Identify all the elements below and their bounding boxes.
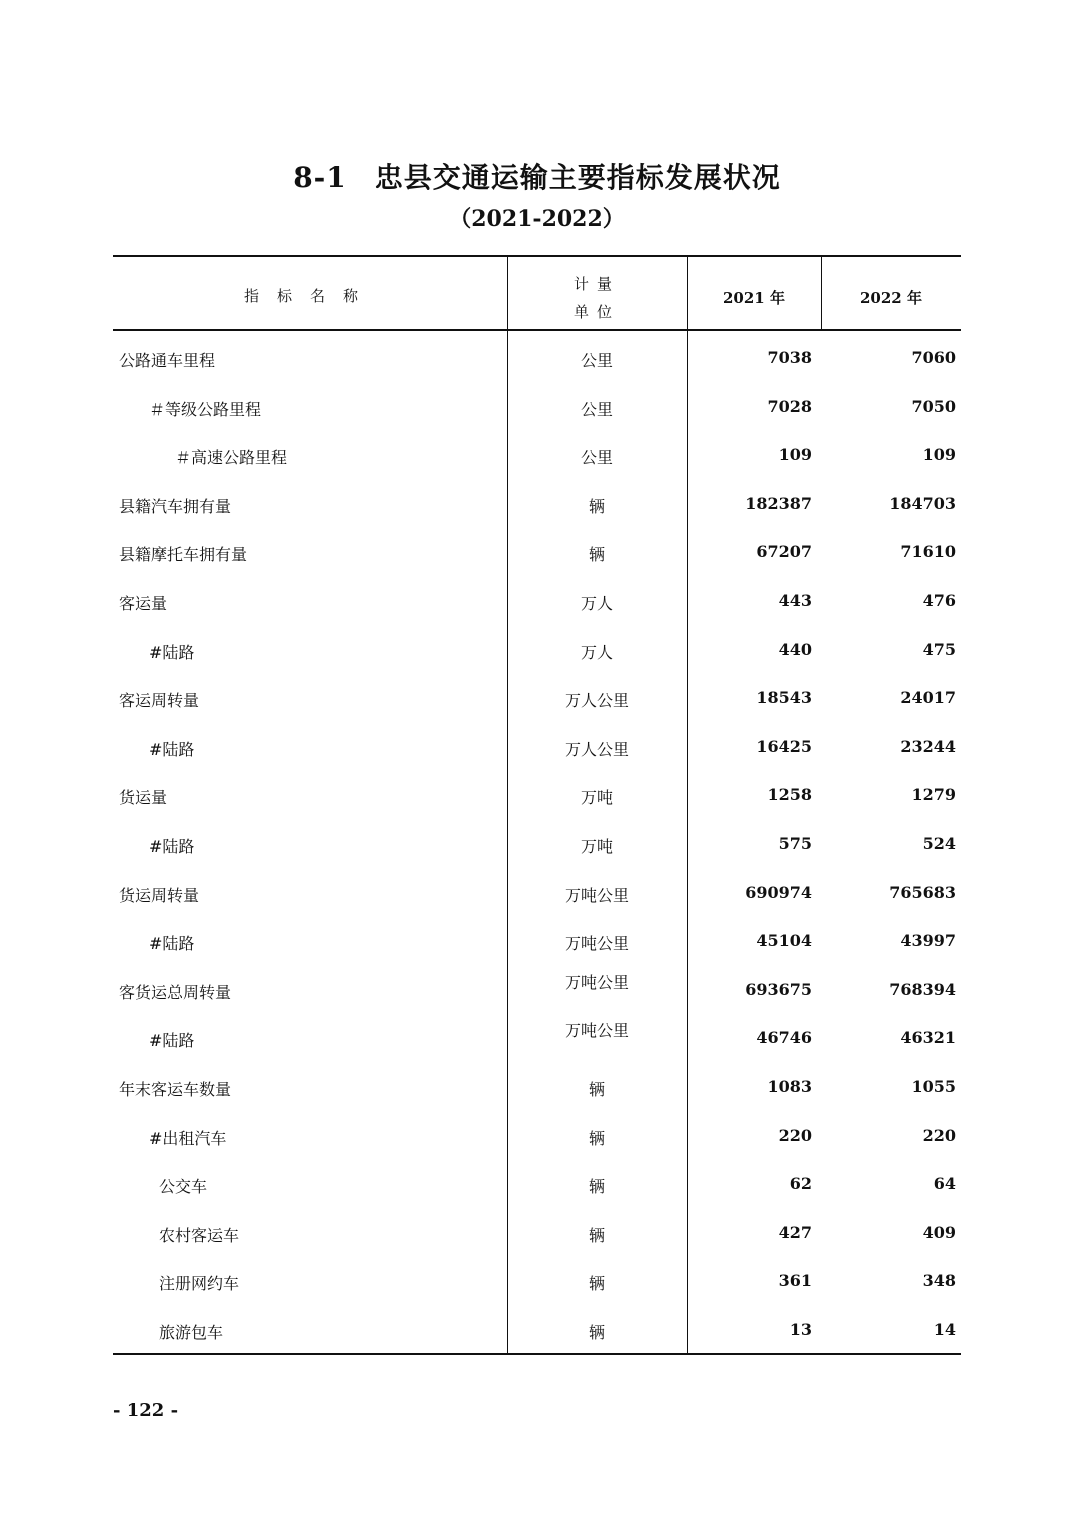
header-separator [113,329,961,331]
header-unit-line2: 单位 [573,303,620,321]
value-2021: 427 [778,1222,812,1242]
table-body [113,332,961,1352]
value-2021: 182387 [745,493,812,513]
value-2021: 220 [778,1125,812,1145]
value-2022: 475 [922,639,956,659]
indicator-name: #出租汽车 [149,1128,227,1148]
value-2022: 768394 [889,979,956,999]
indicator-name: 货运周转量 [119,885,200,905]
value-2022: 1055 [911,1076,956,1096]
unit: 辆 [588,1225,605,1245]
unit: 万人 [580,593,613,613]
value-2022: 7060 [911,348,956,367]
table-row [113,526,961,575]
indicator-name: #陆路 [149,836,195,856]
value-2021: 693675 [745,979,812,999]
value-2021: 440 [778,639,812,659]
table-row [113,964,961,1013]
unit: 万吨公里 [564,1021,629,1041]
indicator-name: 县籍汽车拥有量 [119,496,232,516]
table-row [113,332,961,381]
value-2022: 220 [922,1125,956,1145]
value-2022: 14 [933,1319,956,1339]
value-2022: 184703 [889,493,956,513]
value-2021: 16425 [756,736,812,756]
year-range-subtitle: （2021-2022） [449,206,625,232]
unit: 万人 [580,642,613,662]
value-2022: 1279 [911,785,956,805]
indicator-name: 客货运总周转量 [119,982,232,1002]
value-2021: 67207 [756,542,812,562]
unit: 辆 [588,1177,605,1197]
table-row [113,1061,961,1110]
table-row [113,478,961,527]
indicator-name: #陆路 [149,1031,195,1051]
header-unit-line1: 计量 [573,275,620,293]
unit: 公里 [580,399,613,419]
unit: 辆 [588,545,605,565]
value-2022: 348 [922,1271,956,1291]
value-2021: 46746 [756,1028,812,1048]
value-2021: 7028 [767,396,812,416]
statistics-table [113,255,961,1355]
value-2022: 765683 [889,882,956,902]
value-2022: 109 [922,445,956,465]
table-number: 8-1 [293,161,347,194]
indicator-name: 年末客运车数量 [119,1079,232,1099]
value-2022: 71610 [900,542,956,562]
table-title-text: 忠县交通运输主要指标发展状况 [374,161,781,194]
value-2021: 690974 [745,882,812,902]
value-2021: 1258 [767,785,812,805]
value-2022: 46321 [900,1028,956,1048]
indicator-name: ＃等级公路里程 [149,399,262,419]
unit: 辆 [588,1128,605,1148]
table-row [113,1110,961,1159]
table-row [113,867,961,916]
value-2021: 575 [778,833,812,853]
value-2022: 43997 [900,931,956,951]
value-2021: 361 [778,1271,812,1291]
value-2021: 443 [778,590,812,610]
value-2021: 1083 [767,1076,812,1096]
indicator-name: ＃高速公路里程 [175,448,288,468]
table-row [113,1304,961,1353]
value-2022: 7050 [911,396,956,416]
indicator-name: 旅游包车 [159,1322,224,1342]
value-2021: 18543 [756,688,812,708]
indicator-name: #陆路 [149,642,195,662]
table-row [113,429,961,478]
unit: 万人公里 [564,691,629,711]
indicator-name: 客运周转量 [119,691,200,711]
table-row [113,915,961,964]
header-year-2021: 2021 年 [723,289,785,307]
value-2021: 45104 [756,931,812,951]
page-title [0,156,1074,196]
table-row [113,818,961,867]
unit: 万吨 [580,836,613,856]
indicator-name: 公路通车里程 [119,351,216,370]
unit: 辆 [588,1274,605,1294]
value-2022: 476 [922,590,956,610]
unit: 万人公里 [564,739,629,759]
value-2022: 23244 [900,736,956,756]
indicator-name: 农村客运车 [159,1225,240,1245]
table-row [113,769,961,818]
table-row [113,624,961,673]
indicator-name: 货运量 [119,788,168,808]
value-2021: 13 [789,1319,812,1339]
value-2022: 409 [922,1222,956,1242]
table-row [113,1255,961,1304]
value-2022: 64 [933,1174,956,1194]
unit: 公里 [580,448,613,468]
header-year-2022: 2022 年 [860,289,922,307]
unit: 万吨 [580,788,613,808]
unit: 辆 [588,1079,605,1099]
value-2021: 62 [789,1174,812,1194]
table-row [113,1207,961,1256]
table-row [113,672,961,721]
table-header [113,257,961,329]
value-2021: 7038 [767,348,812,367]
indicator-name: #陆路 [149,739,195,759]
indicator-name: 公交车 [159,1177,208,1197]
unit: 万吨公里 [564,885,629,905]
header-indicator-name: 指标名称 [243,287,376,305]
unit: 万吨公里 [564,934,629,954]
value-2021: 109 [778,445,812,465]
value-2022: 24017 [900,688,956,708]
indicator-name: 客运量 [119,593,168,613]
table-row [113,1158,961,1207]
unit: 公里 [580,351,613,370]
indicator-name: 注册网约车 [159,1274,240,1294]
indicator-name: 县籍摩托车拥有量 [119,545,248,565]
value-2022: 524 [922,833,956,853]
indicator-name: #陆路 [149,934,195,954]
table-row [113,381,961,430]
unit: 辆 [588,496,605,516]
unit: 万吨公里 [564,972,629,992]
table-row [113,1012,961,1061]
unit: 辆 [588,1322,605,1342]
page-number: - 122 - [113,1400,179,1421]
table-row [113,575,961,624]
table-row [113,721,961,770]
